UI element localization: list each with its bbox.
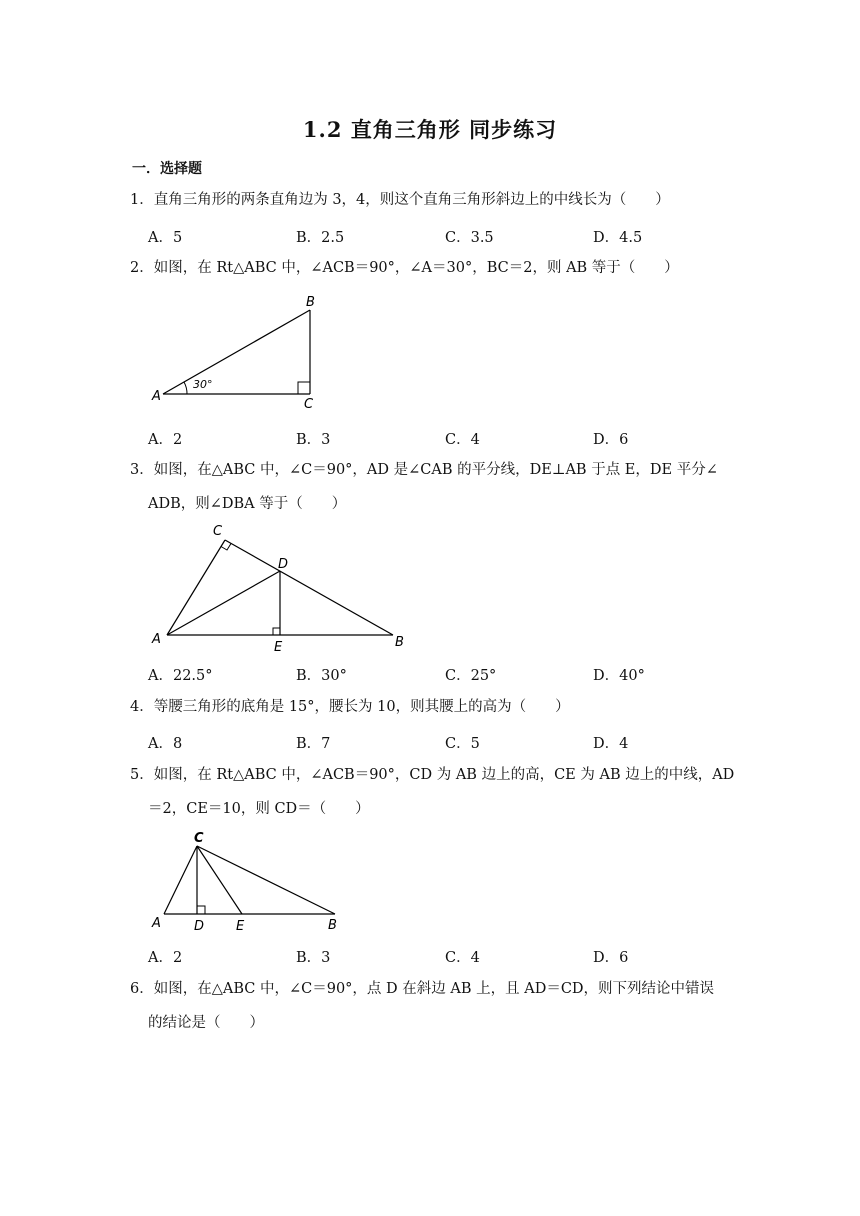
segment-ad [167, 571, 280, 635]
question-6-text-line-2: 的结论是（ ） [148, 1015, 264, 1031]
point-label-b: B [306, 295, 315, 310]
question-2-option-b[interactable]: B．3 [296, 432, 331, 448]
question-5-option-d[interactable]: D．6 [593, 950, 629, 966]
question-2-option-d[interactable]: D．6 [593, 432, 629, 448]
question-3-text-line-1: 3．如图，在△ABC 中，∠C＝90°，AD 是∠CAB 的平分线，DE⊥AB 于点 E，DE 平分∠ [130, 462, 718, 478]
page-title: 1.2 直角三角形 同步练习 [302, 117, 558, 142]
right-angle-marker-e [273, 628, 280, 635]
point-label-a: A [152, 389, 161, 404]
question-2-text: 2．如图，在 Rt△ABC 中，∠ACB＝90°，∠A＝30°，BC＝2，则 AB 等于（ ） [130, 260, 679, 276]
point-label-c: C [194, 831, 204, 846]
question-6-text-line-1: 6．如图，在△ABC 中，∠C＝90°，点 D 在斜边 AB 上，且 AD＝CD，则下列结论中错误 [130, 981, 715, 997]
question-3-option-c[interactable]: C．25° [445, 668, 497, 684]
question-4-option-b[interactable]: B．7 [296, 736, 331, 752]
question-3-option-a[interactable]: A．22.5° [148, 668, 213, 684]
question-1-option-b[interactable]: B．2.5 [296, 230, 345, 246]
question-2-option-c[interactable]: C．4 [445, 432, 480, 448]
question-2-option-a[interactable]: A．2 [148, 432, 183, 448]
segment-ac [167, 540, 225, 635]
question-3-option-b[interactable]: B．30° [296, 668, 347, 684]
point-label-b: B [395, 635, 404, 650]
question-3-figure [150, 520, 410, 655]
question-5-option-b[interactable]: B．3 [296, 950, 331, 966]
question-4-option-d[interactable]: D．4 [593, 736, 629, 752]
question-3-text-line-2: ADB，则∠DBA 等于（ ） [148, 496, 347, 512]
point-label-e: E [236, 919, 245, 934]
right-angle-marker-d [197, 906, 205, 914]
point-label-c: C [304, 397, 314, 412]
section-heading: 一．选择题 [132, 161, 202, 177]
point-label-d: D [194, 919, 205, 934]
angle-label: 30° [193, 378, 213, 391]
question-4-option-c[interactable]: C．5 [445, 736, 480, 752]
question-5-figure [150, 826, 345, 938]
question-5-text-line-2: ＝2，CE＝10，则 CD＝（ ） [148, 801, 370, 817]
question-4-option-a[interactable]: A．8 [148, 736, 183, 752]
question-1-option-d[interactable]: D．4.5 [593, 230, 643, 246]
point-label-d: D [278, 557, 289, 572]
point-label-e: E [274, 640, 283, 655]
segment-cb [197, 846, 335, 914]
point-label-a: A [152, 916, 161, 931]
segment-ce [197, 846, 242, 914]
question-1-text: 1．直角三角形的两条直角边为 3，4，则这个直角三角形斜边上的中线长为（ ） [130, 192, 670, 208]
question-5-option-a[interactable]: A．2 [148, 950, 183, 966]
question-3-option-d[interactable]: D．40° [593, 668, 645, 684]
question-5-option-c[interactable]: C．4 [445, 950, 480, 966]
question-1-option-c[interactable]: C．3.5 [445, 230, 494, 246]
question-2-figure [150, 290, 330, 415]
point-label-c: C [213, 524, 223, 539]
point-label-b: B [328, 918, 337, 933]
point-label-a: A [152, 632, 161, 647]
right-angle-marker [298, 382, 310, 394]
question-5-text-line-1: 5．如图，在 Rt△ABC 中，∠ACB＝90°，CD 为 AB 边上的高，CE 为 AB 边上的中线，AD [130, 767, 735, 783]
angle-arc [184, 382, 187, 394]
question-1-option-a[interactable]: A．5 [148, 230, 183, 246]
question-4-text: 4．等腰三角形的底角是 15°，腰长为 10，则其腰上的高为（ ） [130, 699, 570, 715]
segment-ac [164, 846, 197, 914]
segment-ab [163, 310, 310, 394]
